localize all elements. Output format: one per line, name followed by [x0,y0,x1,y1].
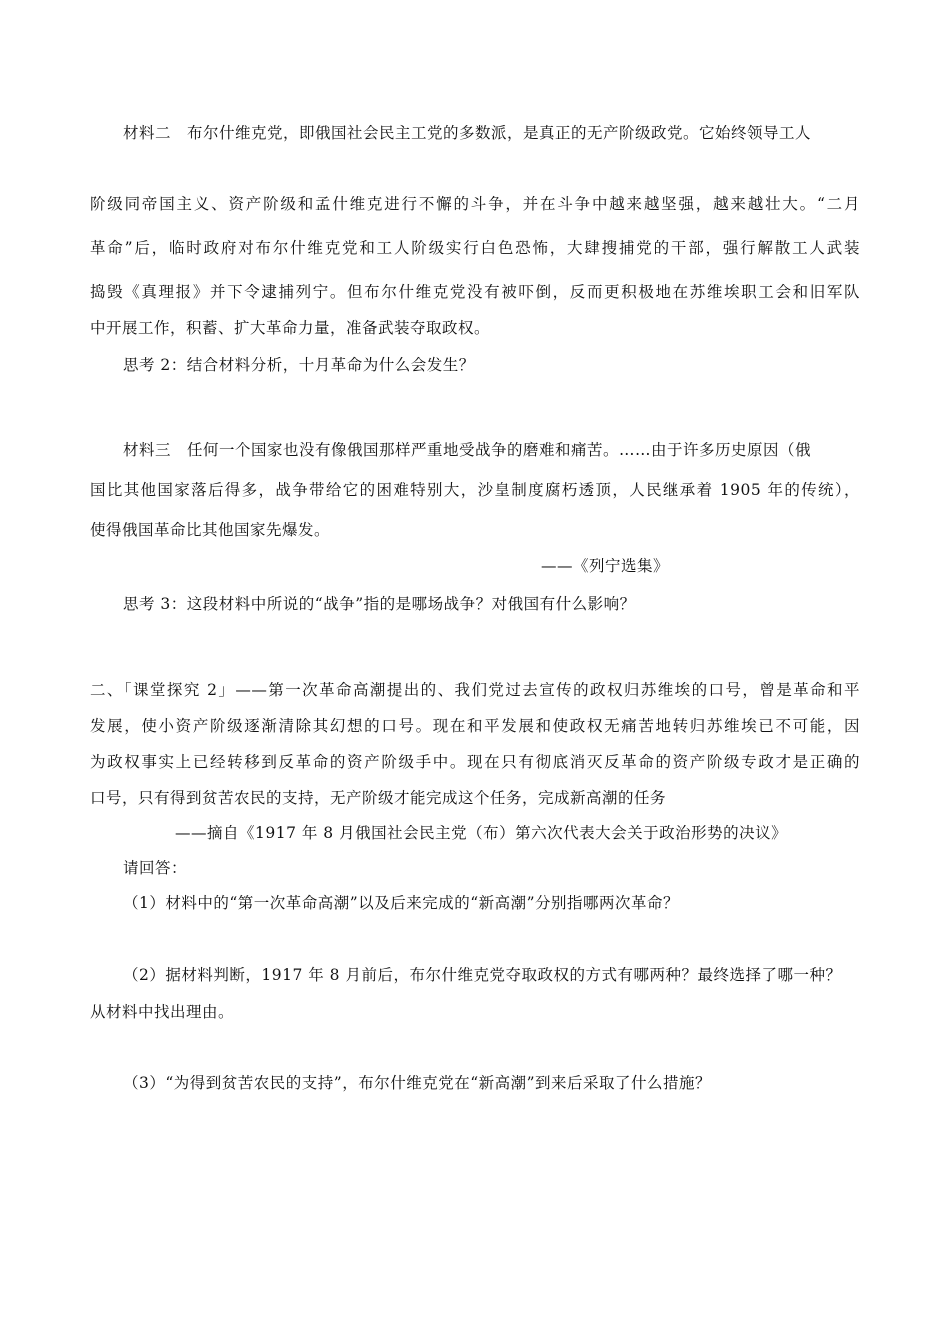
section2-line-2: 发展，使小资产阶级逐渐清除其幻想的口号。现在和平发展和使政权无痛苦地转归苏维埃已不可能，因 [90,717,860,735]
answer-prompt: 请回答： [123,859,188,877]
material3-line-1: 材料三 任何一个国家也没有像俄国那样严重地受战争的磨难和痛苦。……由于许多历史原因（俄 [123,441,812,459]
material2-line-2: 阶级同帝国主义、资产阶级和孟什维克进行不懈的斗争，并在斗争中越来越坚强，越来越壮大。“二月 [90,195,860,213]
section2-source: ——摘自《1917 年 8 月俄国社会民主党（布）第六次代表大会关于政治形势的决议》 [175,824,788,842]
question-3-section2: （3）“为得到贫苦农民的支持”，布尔什维克党在“新高潮”到来后采取了什么措施？ [123,1074,712,1092]
question-2: 思考 2：结合材料分析，十月革命为什么会发生？ [123,356,475,374]
material3-line-3: 使得俄国革命比其他国家先爆发。 [90,521,331,539]
material3-line-2: 国比其他国家落后得多，战争带给它的困难特别大，沙皇制度腐朽透顶，人民继承着 1905 年的传统）， [90,481,860,499]
material2-line-1: 材料二 布尔什维克党，即俄国社会民主工党的多数派，是真正的无产阶级政党。它始终领导工人 [123,124,812,142]
question-2-line-1: （2）据材料判断，1917 年 8 月前后，布尔什维克党夺取政权的方式有哪两种？最终选择了哪一种？ [123,966,842,984]
material2-line-3: 革命”后，临时政府对布尔什维克党和工人阶级实行白色恐怖，大肆搜捕党的干部，强行解散工人武装 [90,239,860,257]
material3-source: ——《列宁选集》 [541,557,670,575]
material2-line-5: 中开展工作，积蓄、扩大革命力量，准备武装夺取政权。 [90,319,491,337]
material2-line-4: 捣毁《真理报》并下令逮捕列宁。但布尔什维克党没有被吓倒，反而更积极地在苏维埃职工会和旧军队 [90,283,860,301]
question-3: 思考 3：这段材料中所说的“战争”指的是哪场战争？对俄国有什么影响？ [123,595,636,613]
question-2-line-2: 从材料中找出理由。 [90,1003,235,1021]
section2-line-3: 为政权事实上已经转移到反革命的资产阶级手中。现在只有彻底消灭反革命的资产阶级专政才是正确的 [90,753,860,771]
question-1: （1）材料中的“第一次革命高潮”以及后来完成的“新高潮”分别指哪两次革命？ [123,894,680,912]
section2-line-4: 口号，只有得到贫苦农民的支持，无产阶级才能完成这个任务，完成新高潮的任务 [90,789,667,807]
section2-line-1: 二、「课堂探究 2」——第一次革命高潮提出的、我们党过去宣传的政权归苏维埃的口号，曾是革命和平 [90,681,860,699]
